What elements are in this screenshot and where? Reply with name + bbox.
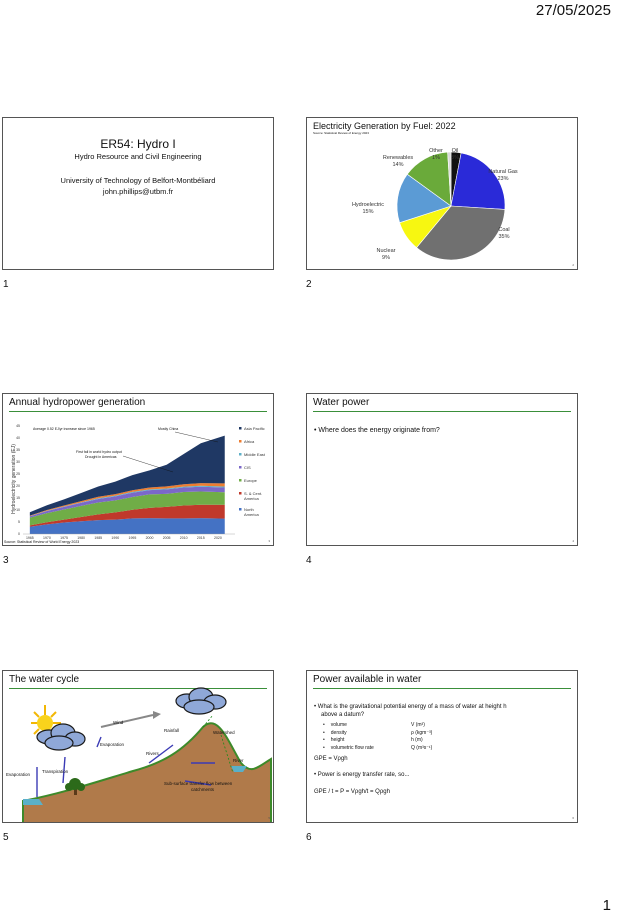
slide-1-title: ER54: Hydro I: [100, 137, 176, 151]
variable-symbol: Q (m³s⁻¹): [411, 744, 433, 751]
bullet-icon: •: [323, 737, 325, 743]
label-watershed: Watershed: [213, 730, 235, 735]
legend-label: S. & Cent.: [244, 491, 263, 496]
label-subsurface-2: catchments: [191, 787, 215, 792]
cloud-icon: [176, 688, 226, 714]
label-coal: Coal: [498, 227, 510, 233]
annotation-fall-arrow: [123, 456, 173, 472]
annotation-fall-2: Drought in Americas: [85, 455, 117, 459]
slide-corner-number: 6: [572, 816, 574, 820]
slide-number: 4: [306, 555, 312, 566]
x-tick-label: 2015: [196, 536, 205, 540]
label-renewables: Renewables: [382, 155, 414, 161]
legend-swatch: [239, 492, 242, 495]
legend-label: America: [244, 512, 259, 517]
y-tick-label: 45: [16, 424, 20, 429]
label-nuclear: Nuclear: [376, 248, 396, 254]
hydro-area-chart: [3, 394, 273, 545]
annotation-china: Mostly China: [158, 427, 179, 431]
legend-label: Middle East: [244, 452, 265, 457]
bullet-item: [314, 703, 507, 719]
bullet-text-continued: above a datum?: [321, 712, 365, 718]
x-tick-label: 1990: [111, 536, 120, 540]
y-tick-label: 40: [16, 436, 20, 441]
label-transpiration: Transpiration: [42, 769, 69, 774]
gpe-equation: GPE = Vρgh: [314, 756, 348, 762]
x-tick-label: 2020: [214, 536, 222, 540]
annotation-average: Average 0.52 EJ/yr increase since 1965: [33, 427, 95, 431]
x-tick-label: 1980: [77, 536, 86, 540]
x-tick-label: 2010: [179, 536, 188, 540]
slide-5[interactable]: [2, 670, 274, 823]
page-number: 1: [602, 897, 611, 914]
y-tick-label: 10: [16, 508, 20, 513]
x-tick-label: 1975: [60, 536, 68, 540]
slide-title: Power available in water: [313, 674, 422, 685]
slide-number: 2: [306, 279, 312, 290]
x-tick-label: 1965: [25, 536, 34, 540]
annotation-fall-1: First fall in world hydro output: [76, 450, 122, 454]
water-cycle-diagram: [3, 671, 273, 822]
slide-4[interactable]: [306, 393, 578, 546]
page-date: 27/05/2025: [535, 2, 611, 19]
label-rainfall: Rainfall: [164, 728, 180, 733]
slide-corner-number: 4: [572, 539, 574, 543]
y-tick-label: 20: [16, 484, 20, 489]
legend-swatch: [239, 453, 242, 456]
y-tick-label: 35: [16, 448, 20, 453]
legend-label: America: [244, 496, 259, 501]
bullet-icon: •: [314, 427, 317, 434]
label-renewables-pct: 14%: [392, 162, 404, 168]
slide-number: 3: [3, 555, 9, 566]
slide-corner-number: 5: [268, 816, 270, 820]
bullet-item: [314, 771, 410, 780]
variable-row: [323, 745, 473, 753]
x-tick-label: 1995: [128, 536, 137, 540]
legend-swatch: [239, 466, 242, 469]
slide-1-org: University of Technology of Belfort-Montbéliard: [60, 176, 216, 185]
bullet-text: What is the gravitational potential energy of a mass of water at height h: [317, 704, 507, 710]
y-tick-label: 30: [16, 460, 20, 465]
variable-symbol: ρ (kgm⁻³): [411, 729, 433, 736]
label-rivers: Rivers: [146, 751, 159, 756]
x-tick-label: 1970: [43, 536, 51, 540]
y-axis-label: Hydroelectricity generation (EJ): [11, 444, 17, 514]
label-other-pct: 1%: [432, 155, 440, 161]
variable-name: density: [330, 729, 347, 736]
slide-source: Source: Statistical Review of Energy 2023: [313, 131, 369, 135]
label-natural-gas-pct: 23%: [497, 176, 509, 182]
y-tick-label: 5: [18, 520, 20, 525]
slide-1-subtitle: Hydro Resource and Civil Engineering: [74, 152, 202, 161]
variable-list: [323, 722, 473, 752]
bullet-icon: •: [314, 704, 317, 710]
power-equation: GPE / t = P = Vρgh/t = Qρgh: [314, 789, 390, 795]
legend-swatch: [239, 479, 242, 482]
label-hydroelectric-pct: 15%: [362, 209, 374, 215]
bullet-icon: •: [323, 729, 325, 736]
slide-source: Source: Statistical Review of World Energy 2023: [4, 540, 80, 544]
slide-corner-number: 2: [572, 263, 574, 267]
x-tick-label: 1985: [94, 536, 103, 540]
label-wind: Wind: [113, 720, 124, 725]
variable-symbol: h (m): [411, 737, 423, 743]
bullet-text: Where does the energy originate from?: [318, 427, 440, 434]
variable-name: height: [330, 737, 345, 743]
variable-row: [323, 737, 473, 745]
label-subsurface-1: Sub-surface transfer flow between: [164, 781, 233, 786]
slide-title: Annual hydropower generation: [9, 397, 146, 408]
title-rule: [313, 411, 571, 412]
slide-2[interactable]: [306, 117, 578, 270]
variable-name: volume: [330, 722, 347, 728]
bullet-item: [314, 426, 440, 435]
legend-swatch: [239, 508, 242, 511]
label-oil: Oil: [451, 148, 459, 154]
slide-title: Water power: [313, 397, 370, 408]
title-rule: [313, 688, 571, 689]
label-oil-pct: 3%: [451, 155, 459, 161]
legend-swatch: [239, 440, 242, 443]
slide-1[interactable]: [2, 117, 274, 270]
y-tick-label: 15: [16, 496, 20, 501]
fuel-pie-chart: [307, 118, 577, 269]
variable-symbol: V (m³): [411, 722, 425, 728]
variable-row: [323, 730, 473, 738]
x-tick-label: 2005: [162, 536, 171, 540]
bullet-icon: •: [323, 744, 325, 751]
x-tick-label: 2000: [145, 536, 154, 540]
y-tick-label: 25: [16, 472, 20, 477]
variable-name: volumetric flow rate: [330, 744, 374, 751]
slide-1-email: john.phillips@utbm.fr: [102, 187, 174, 196]
legend-label: North: [244, 507, 254, 512]
label-hydroelectric: Hydroelectric: [351, 202, 385, 208]
legend-swatch: [239, 427, 242, 430]
y-tick-label: 0: [18, 532, 20, 537]
legend-label: CIS: [244, 465, 251, 470]
label-coal-pct: 35%: [498, 234, 510, 240]
legend-label: Asia Pacific: [244, 426, 265, 431]
slide-title: Electricity Generation by Fuel: 2022: [313, 121, 456, 131]
label-other: Other: [429, 148, 443, 154]
annotation-china-arrow: [175, 432, 218, 442]
label-evaporation-left: Evaporation: [6, 772, 31, 777]
label-river: River: [233, 758, 244, 763]
legend-label: Europe: [244, 478, 257, 483]
slide-number: 5: [3, 832, 9, 843]
legend-label: Africa: [244, 439, 255, 444]
bullet-icon: •: [314, 772, 317, 778]
slide-corner-number: 3: [268, 539, 270, 543]
slide-3[interactable]: [2, 393, 274, 546]
variable-row: [323, 722, 473, 730]
slide-number: 1: [3, 279, 9, 290]
slide-6[interactable]: [306, 670, 578, 823]
label-natural-gas: Natural Gas: [488, 169, 518, 175]
bullet-text: Power is energy transfer rate, so...: [317, 772, 410, 778]
label-evaporation-top: Evaporation: [100, 742, 125, 747]
bullet-icon: •: [323, 722, 325, 728]
slide-title: The water cycle: [9, 674, 80, 685]
slide-number: 6: [306, 832, 312, 843]
label-nuclear-pct: 9%: [382, 255, 390, 261]
